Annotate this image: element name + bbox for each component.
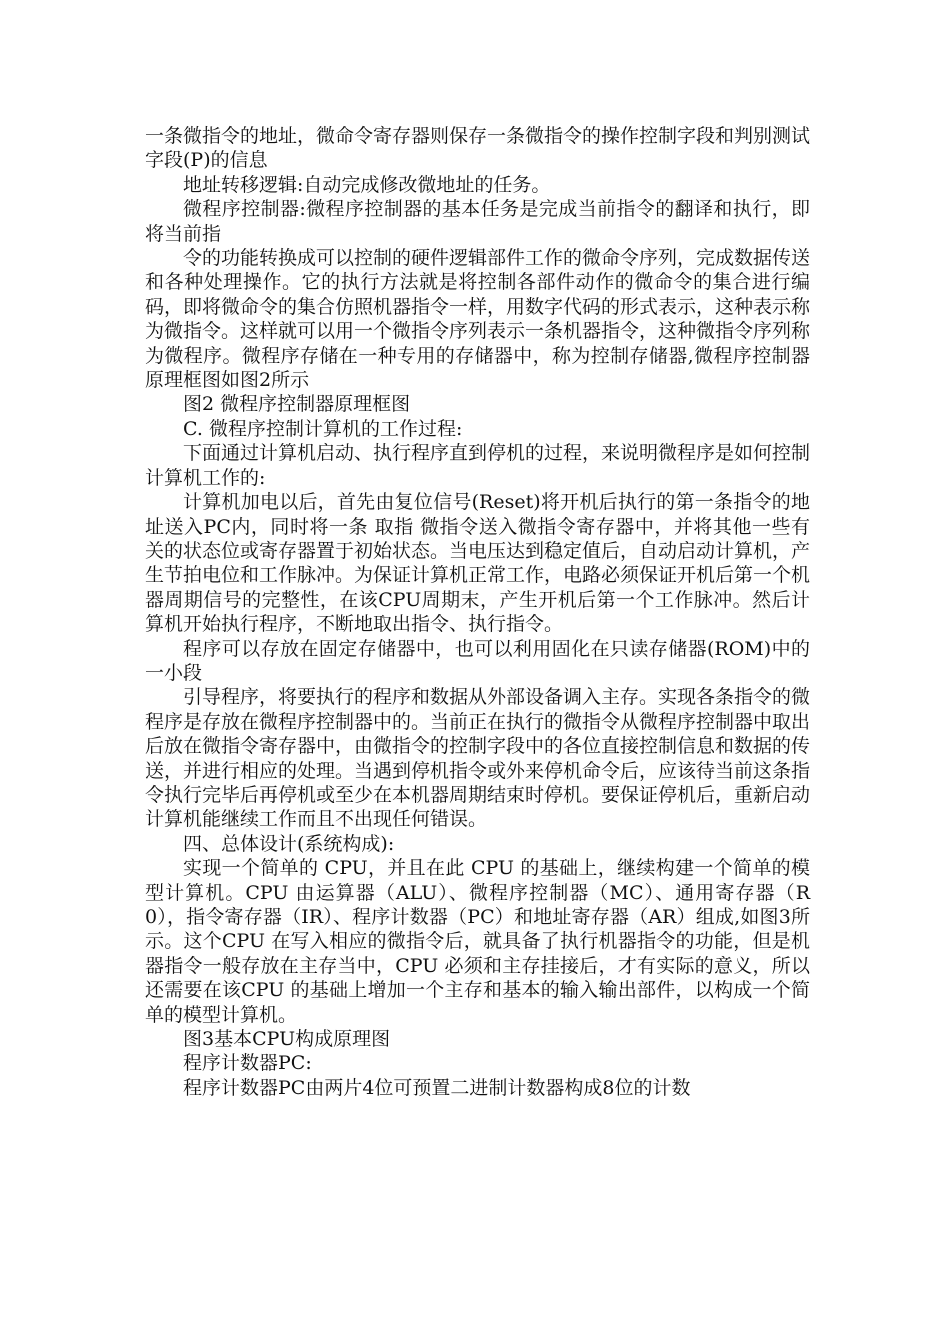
paragraph: 计算机加电以后，首先由复位信号(Reset)将开机后执行的第一条指令的地址送入PC内，同时将一条 取指 微指令送入微指令寄存器中，并将其他一些有关的状态位或寄存器置于初始状态。当电压达到稳定值后，自动启动计算机，产生节拍电位和工作脉冲。为保证计算机正常工作，电路必须保证开机后第一个机器周期信号的完整性，在该CPU周期末，产生开机后第一个工作脉冲。然后计算机开始执行程序，不断地取出指令、执行指令。 [145,491,811,636]
paragraph: 程序可以存放在固定存储器中，也可以利用固化在只读存储器(ROM)中的一小段 [145,637,810,684]
paragraph: 下面通过计算机启动、执行程序直到停机的过程，来说明微程序是如何控制计算机工作的: [145,442,811,489]
paragraph: 令的功能转换成可以控制的硬件逻辑部件工作的微命令序列，完成数据传送和各种处理操作。它的执行方法就是将控制各部件动作的微命令的集合进行编码，即将微命令的集合仿照机器指令一样，用数字代码的形式表示，这种表示称为微指令。这样就可以用一个微指令序列表示一条机器指令，这种微指令序列称为微程序。微程序存储在一种专用的存储器中，称为控制存储器,微程序控制器原理框图如图2所示 [145,247,811,392]
section-heading: 四、总体设计(系统构成): [183,832,395,855]
subsection-heading: 程序计数器PC: [183,1052,312,1075]
paragraph: 程序计数器PC由两片4位可预置二进制计数器构成8位的计数 [183,1076,691,1099]
paragraph: 地址转移逻辑:自动完成修改微地址的任务。 [183,173,551,196]
paragraph: 引导程序，将要执行的程序和数据从外部设备调入主存。实现各条指令的微程序是存放在微程序控制器中的。当前正在执行的微指令从微程序控制器中取出后放在微指令寄存器中，由微指令的控制字段中的各位直接控制信息和数据的传送，并进行相应的处理。当遇到停机指令或外来停机命令后，应该待当前这条指令执行完毕后再停机或至少在本机器周期结束时停机。要保证停机后，重新启动计算机能继续工作而且不出现任何错误。 [145,686,811,831]
figure-caption: 图2 微程序控制器原理框图 [183,393,411,416]
paragraph: 微程序控制器:微程序控制器的基本任务是完成当前指令的翻译和执行，即将当前指 [145,198,810,245]
paragraph: 一条微指令的地址，微命令寄存器则保存一条微指令的操作控制字段和判别测试字段(P)的信息 [145,125,811,172]
document-page [145,124,810,1100]
section-heading: C. 微程序控制计算机的工作过程: [183,417,463,440]
paragraph: 实现一个简单的 CPU，并且在此 CPU 的基础上，继续构建一个简单的模型计算机。CPU 由运算器（ALU）、微程序控制器（MC）、通用寄存器（R0），指令寄存器（IR）、程序计数器（PC）和地址寄存器（AR）组成,如图3所示。这个CPU 在写入相应的微指令后，就具备了执行机器指令的功能，但是机器指令一般存放在主存当中，CPU 必须和主存挂接后，才有实际的意义，所以还需要在该CPU 的基础上增加一个主存和基本的输入输出部件，以构成一个简单的模型计算机。 [145,857,810,1026]
figure-caption: 图3基本CPU构成原理图 [183,1028,391,1051]
